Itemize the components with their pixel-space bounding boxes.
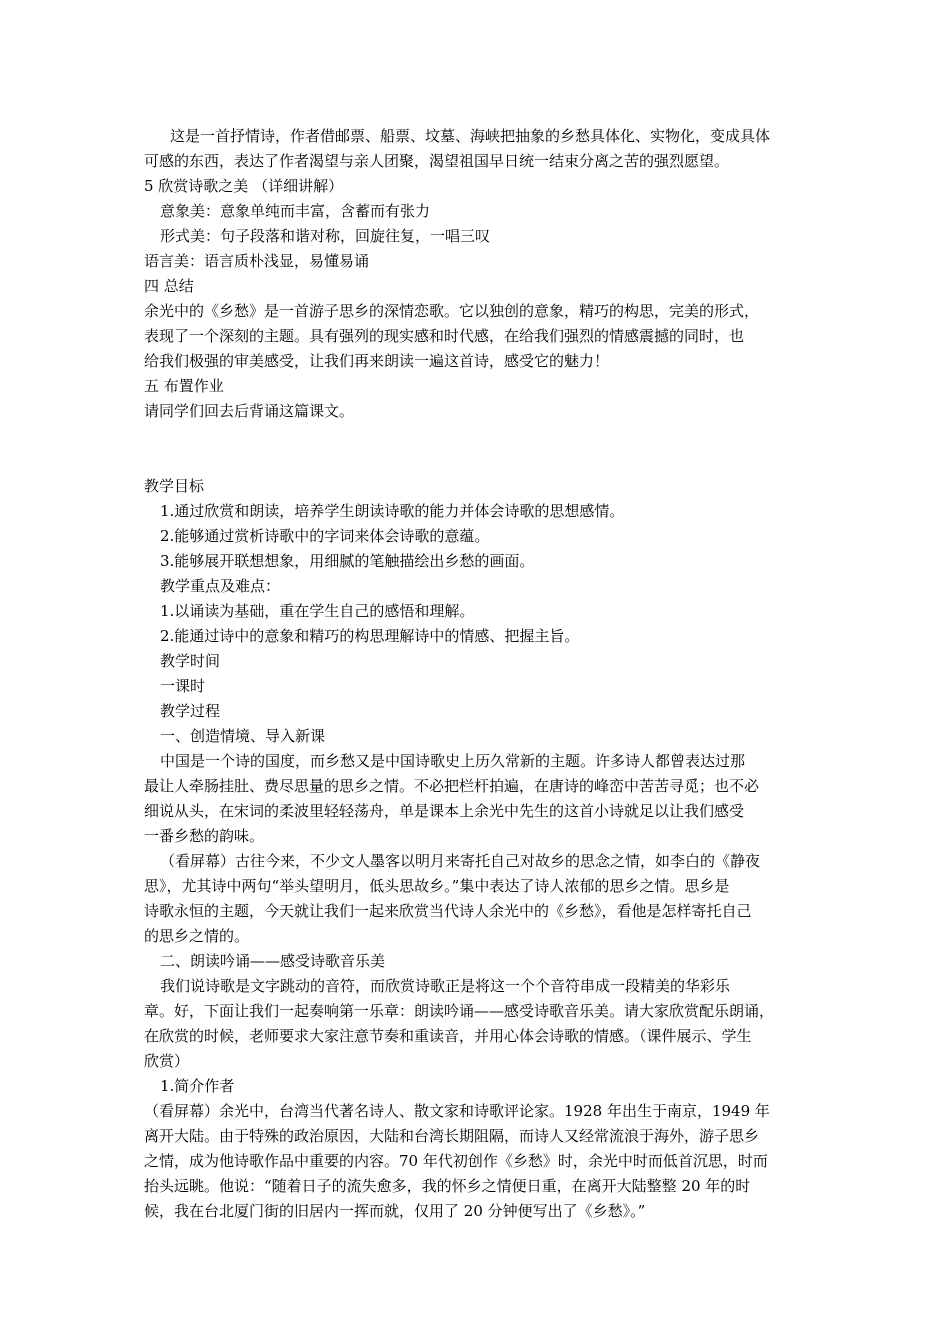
step-2-heading: 二、朗读吟诵——感受诗歌音乐美: [160, 952, 386, 970]
step-1-para-2-line-1: （看屏幕）古往今来，不少文人墨客以明月来寄托自己对故乡的思念之情，如李白的《静夜: [160, 852, 761, 870]
step-1-para-2-line-2: 思》，尤其诗中两句“举头望明月，低头思故乡。”集中表达了诗人浓郁的思乡之情。思乡是: [144, 877, 730, 895]
author-line-2: 离开大陆。由于特殊的政治原因，大陆和台湾长期阻隔，而诗人又经常流浪于海外，游子思乡: [144, 1127, 760, 1145]
goals-heading: 教学目标: [144, 477, 205, 495]
beauty-language-line: 语言美：语言质朴浅显，易懂易诵: [144, 252, 370, 270]
summary-line-2: 表现了一个深刻的主题。具有强列的现实感和时代感，在给我们强烈的情感震撼的同时，也: [144, 327, 745, 345]
step-1-para-2-line-4: 的思乡之情的。: [144, 927, 250, 945]
step-1-para-1-line-2: 最让人牵肠挂肚、费尽思量的思乡之情。不必把栏杆拍遍，在唐诗的峰峦中苦苦寻觅；也不必: [144, 777, 760, 795]
author-line-3: 之情，成为他诗歌作品中重要的内容。70 年代初创作《乡愁》时，余光中时而低首沉思，时而: [144, 1152, 768, 1170]
author-heading: 1.简介作者: [160, 1077, 235, 1095]
step-1-heading: 一、创造情境、导入新课: [160, 727, 326, 745]
beauty-form-line: 形式美：句子段落和谐对称，回旋往复，一唱三叹: [160, 227, 491, 245]
key-point-2: 2.能通过诗中的意象和精巧的构思理解诗中的情感、把握主旨。: [160, 627, 580, 645]
summary-line-3: 给我们极强的审美感受，让我们再来朗读一遍这首诗，感受它的魅力！: [144, 352, 610, 370]
step-1-para-1-line-1: 中国是一个诗的国度，而乡愁又是中国诗歌史上历久常新的主题。许多诗人都曾表达过那: [160, 752, 746, 770]
section-5-heading: 5 欣赏诗歌之美 （详细讲解）: [144, 177, 344, 195]
goal-2: 2.能够通过赏析诗歌中的字词来体会诗歌的意蕴。: [160, 527, 490, 545]
homework-line: 请同学们回去后背诵这篇课文。: [144, 402, 355, 420]
goal-3: 3.能够展开联想想象，用细腻的笔触描绘出乡愁的画面。: [160, 552, 535, 570]
key-point-1: 1.以诵读为基础，重在学生自己的感悟和理解。: [160, 602, 475, 620]
section-4-heading: 四 总结: [144, 277, 194, 295]
step-2-para-line-2: 章。好，下面让我们一起奏响第一乐章：朗读吟诵——感受诗歌音乐美。请大家欣赏配乐朗诵，: [144, 1002, 775, 1020]
step-1-para-1-line-3: 细说从头，在宋词的柔波里轻轻荡舟，单是课本上余光中先生的这首小诗就足以让我们感受: [144, 802, 745, 820]
step-1-para-2-line-3: 诗歌永恒的主题，今天就让我们一起来欣赏当代诗人余光中的《乡愁》，看他是怎样寄托自己: [144, 902, 752, 920]
intro-line-1: 这是一首抒情诗，作者借邮票、船票、坟墓、海峡把抽象的乡愁具体化、实物化，变成具体: [170, 127, 771, 145]
beauty-image-line: 意象美：意象单纯而丰富，含蓄而有张力: [160, 202, 431, 220]
section-5b-heading: 五 布置作业: [144, 377, 224, 395]
process-heading: 教学过程: [160, 702, 221, 720]
step-1-para-1-line-4: 一番乡愁的韵味。: [144, 827, 265, 845]
step-2-para-line-3: 在欣赏的时候，老师要求大家注意节奏和重读音，并用心体会诗歌的情感。（课件展示、学生: [144, 1027, 752, 1045]
goal-1: 1.通过欣赏和朗读，培养学生朗读诗歌的能力并体会诗歌的思想感情。: [160, 502, 625, 520]
step-2-para-line-1: 我们说诗歌是文字跳动的音符，而欣赏诗歌正是将这一个个音符串成一段精美的华彩乐: [160, 977, 731, 995]
author-line-1: （看屏幕）余光中，台湾当代著名诗人、散文家和诗歌评论家。1928 年出生于南京，1949 年: [144, 1102, 770, 1120]
key-points-heading: 教学重点及难点：: [160, 577, 281, 595]
step-2-para-line-4: 欣赏）: [144, 1052, 190, 1070]
intro-line-2: 可感的东西，表达了作者渴望与亲人团聚，渴望祖国早日统一结束分离之苦的强烈愿望。: [144, 152, 730, 170]
summary-line-1: 余光中的《乡愁》是一首游子思乡的深情恋歌。它以独创的意象，精巧的构思，完美的形式，: [144, 302, 760, 320]
author-line-4: 抬头远眺。他说：“随着日子的流失愈多，我的怀乡之情便日重，在离开大陆整整 20 年的时: [144, 1177, 751, 1195]
author-line-5: 候，我在台北厦门街的旧居内一挥而就，仅用了 20 分钟便写出了《乡愁》。”: [144, 1202, 646, 1220]
time-value: 一课时: [160, 677, 206, 695]
time-heading: 教学时间: [160, 652, 221, 670]
